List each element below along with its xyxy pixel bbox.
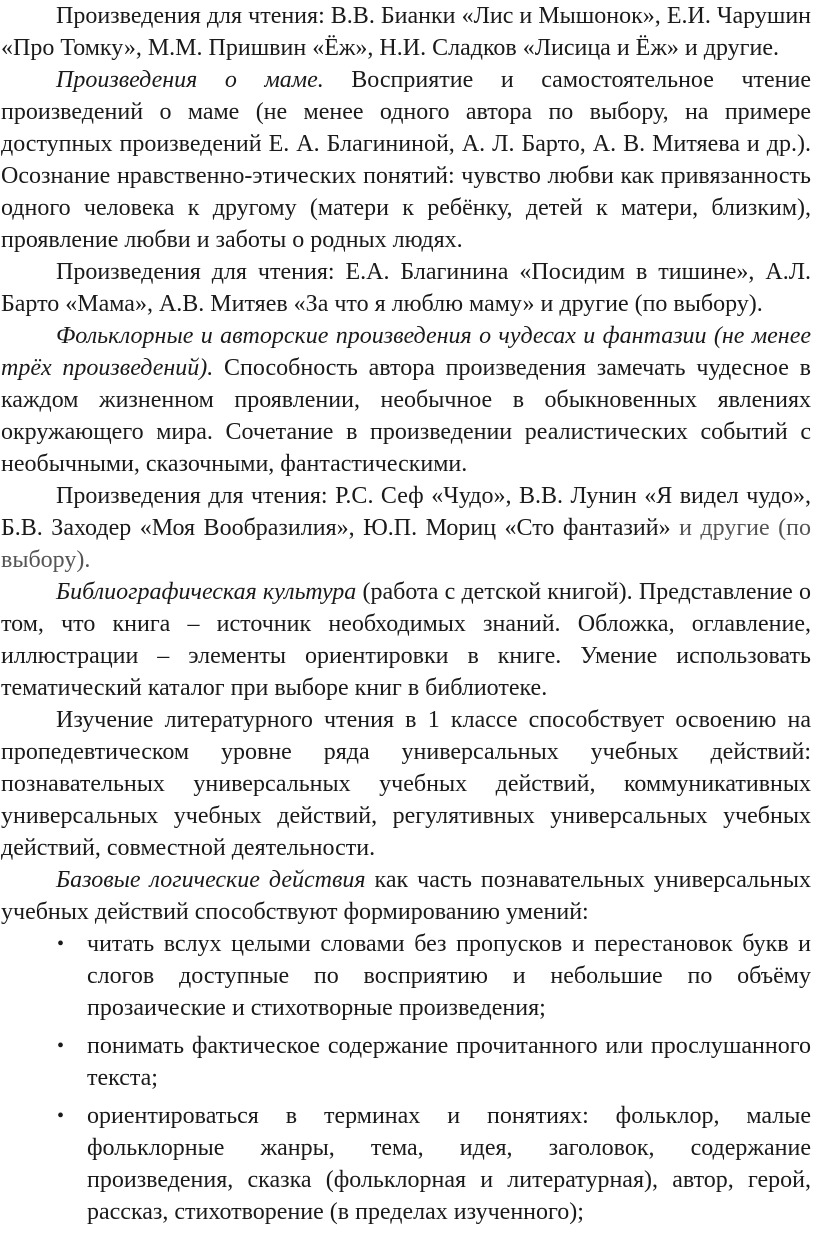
paragraph-miracles-fantasy: Фольклорные и авторские произведения о чудесах и фантазии (не менее трёх произведений). Способность автора произведения замечать чудесное в каждом жизненном проявлении, необычное в обыкновенных явлениях окружающего мира. Сочетание в произведении реалистических событий с необычными, сказочными, фантастическими.: [1, 323, 811, 477]
paragraph-logical-actions: Базовые логические действия как часть познавательных универсальных учебных действий способствуют формированию умений:: [1, 867, 812, 925]
paragraph-reading-list-nature: Произведения для чтения: В.В. Бианки «Лис и Мышонок», Е.И. Чарушин «Про Томку», М.М. Пришвин «Ёж», Н.И. Сладков «Лисица и Ёж» и другие.: [1, 3, 811, 61]
list-item: • ориентироваться в терминах и понятиях: фольклор, малые фольклорные жанры, тема, идея, заголовок, содержание произведения, сказка (фольклорная и литературная), автор, герой, рассказ, стихотворение (в пределах изученного);: [87, 1100, 811, 1228]
paragraph-about-mother: Произведения о маме. Восприятие и самостоятельное чтение произведений о маме (не менее одного автора по выбору, на примере доступных произведений Е. А. Благининой, А. Л. Барто, А. В. Митяева и др.). Осознание нравственно-этических понятий: чувство любви как привязанность одного человека к другому (матери к ребёнку, детей к матери, близким), проявление любви и заботы о родных людях.: [1, 67, 811, 253]
paragraph-reading-list-mother: Произведения для чтения: Е.А. Благинина «Посидим в тишине», А.Л. Барто «Мама», А.В. Митяев «За что я люблю маму» и другие (по выбору).: [1, 259, 811, 317]
list-item: • читать вслух целыми словами без пропусков и перестановок букв и слогов доступные по восприятию и небольшие по объёму прозаические и стихотворные произведения;: [87, 928, 811, 1024]
paragraph-heading-bibliographic: Библиографическая культура: [56, 579, 357, 605]
faded-text: и другие (по выбору).: [1, 515, 812, 573]
paragraph-heading-miracles: Фольклорные и авторские произведения о чудесах и фантазии (не менее трёх произведений).: [1, 323, 811, 381]
skills-list: [1, 928, 811, 1228]
paragraph-learning-actions: Изучение литературного чтения в 1 классе способствует освоению на пропедевтическом уровне ряда универсальных учебных действий: познавательных универсальных учебных действий, коммуникативных универсальных учебных действий, регулятивных универсальных учебных действий, совместной деятельности.: [1, 707, 811, 861]
paragraph-reading-list-miracles: Произведения для чтения: Р.С. Сеф «Чудо», В.В. Лунин «Я видел чудо», Б.В. Заходер «Моя Вообразилия», Ю.П. Мориц «Сто фантазий» и другие (по выбору).: [1, 483, 812, 573]
paragraph-heading-logical: Базовые логические действия: [56, 867, 366, 893]
paragraph-bibliographic-culture: Библиографическая культура (работа с детской книгой). Представление о том, что книга – источник необходимых знаний. Обложка, оглавление, иллюстрации – элементы ориентировки в книге. Умение использовать тематический каталог при выборе книг в библиотеке.: [1, 579, 811, 701]
list-item: • понимать фактическое содержание прочитанного или прослушанного текста;: [87, 1030, 811, 1094]
paragraph-heading-about-mother: Произведения о маме.: [56, 67, 324, 93]
